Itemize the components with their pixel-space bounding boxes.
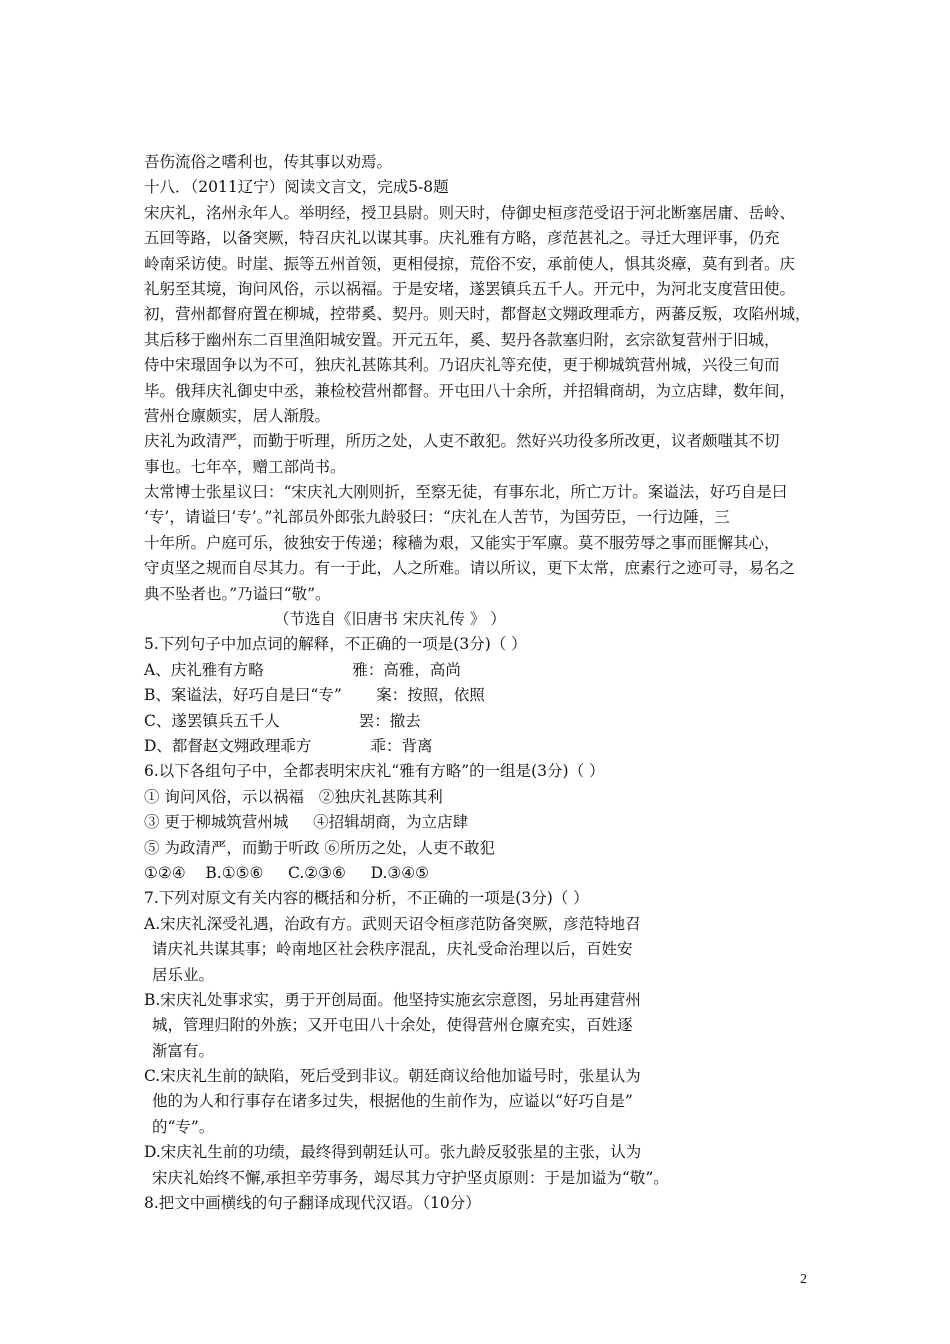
passage-line: 十年所。户庭可乐，彼独安于传递；稼穑为艰，又能实于军廪。莫不服劳辱之事而匪懈其心，: [144, 533, 780, 552]
option-line: B、案谥法，好巧自是曰“专” 案：按照，依照: [144, 686, 485, 705]
option-line: C、遂罢镇兵五千人 罢：撤去: [144, 711, 421, 730]
option-line: ① 询问风俗，示以祸福 ②独庆礼甚陈其利: [144, 787, 443, 806]
option-line: B.宋庆礼处事求实，勇于开创局面。他坚持实施玄宗意图，另址再建营州: [144, 990, 641, 1009]
option-line: C.宋庆礼生前的缺陷，死后受到非议。朝廷商议给他加谥号时，张星认为: [144, 1067, 641, 1086]
passage-line: 宋庆礼，洺州永年人。举明经，授卫县尉。则天时，侍御史桓彦范受诏于河北断塞居庸、岳岭、: [144, 203, 796, 222]
text-line: 吾伤流俗之嗜利也，传其事以劝焉。: [144, 153, 393, 171]
option-line: 他的为人和行事存在诸多过失，根据他的生前作为，应谥以“好巧自是”: [152, 1092, 633, 1111]
question-header: 十八．（2011辽宁）阅读文言文，完成5-8题: [144, 178, 449, 197]
option-line: 的“专”。: [152, 1117, 215, 1136]
question-6: 6.以下各组句子中，全都表明宋庆礼“雅有方略”的一组是(3分)（ ）: [144, 762, 605, 781]
passage-line: 初，营州都督府置在柳城，控带奚、契丹。则天时，都督赵文翙政理乖方，两蕃反叛，攻陷州城，: [144, 305, 811, 324]
passage-line: 事也。七年卒，赠工部尚书。: [144, 457, 346, 476]
option-line: ③ 更于柳城筑营州城 ④招辑胡商，为立店肆: [144, 813, 469, 832]
passage-line: 太常博士张星议曰：“宋庆礼大刚则折，至察无徒，有事东北，所亡万计。案谥法，好巧自是曰: [144, 483, 788, 502]
passage-line: 典不坠者也。”乃谥曰“敬”。: [144, 584, 331, 603]
passage-line: 庆礼为政清严，而勤于听理，所历之处，人吏不敢犯。然好兴功役多所改更，议者颇嗤其不切: [144, 432, 780, 451]
option-line: 请庆礼共谋其事；岭南地区社会秩序混乱，庆礼受命治理以后，百姓安: [152, 940, 633, 959]
question-7: 7.下列对原文有关内容的概括和分析，不正确的一项是(3分)（ ）: [144, 889, 589, 908]
passage-line: 五回等路，以备突厥，特召庆礼以谋其事。庆礼雅有方略，彦范甚礼之。寻迁大理评事，仍充: [144, 229, 780, 248]
option-line: D、都督赵文翙政理乖方 乖：背离: [144, 736, 433, 755]
passage-line: 侍中宋璟固争以为不可，独庆礼甚陈其利。乃诏庆礼等充使，更于柳城筑营州城，兴役三旬而: [144, 356, 780, 375]
passage-line: 礼躬至其境，询问风俗，示以祸福。于是安堵，遂罢镇兵五千人。开元中，为河北支度营田使。: [144, 279, 796, 298]
page-number: 2: [800, 1272, 807, 1287]
option-line: ⑤ 为政清严，而勤于听政 ⑥所历之处，人吏不敢犯: [144, 838, 495, 857]
option-line: 渐富有。: [152, 1041, 215, 1060]
passage-line: 其后移于幽州东二百里渔阳城安置。开元五年，奚、契丹各款塞归附，玄宗欲复营州于旧城，: [144, 330, 780, 349]
passage-line: 营州仓廪颇实，居人渐殷。: [144, 406, 331, 425]
answer-choices: ①②④ B.①⑤⑥ C.②③⑥ D.③④⑤: [144, 863, 430, 882]
passage-line: ‘专’，请谥曰‘专’。”礼部员外郎张九龄驳曰：“庆礼在人苦节，为国劳臣，一行边陲，三: [144, 508, 730, 527]
option-line: 居乐业。: [152, 965, 215, 984]
passage-line: 岭南采访使。时崖、振等五州首领，更相侵掠，荒俗不安，承前使人，惧其炎瘴，莫有到者。庆: [144, 254, 796, 273]
option-line: 宋庆礼始终不懈,承担辛劳事务，竭尽其力守护坚贞原则：于是加谥为“敬”。: [152, 1168, 669, 1187]
document-body: [144, 150, 824, 1216]
option-line: D.宋庆礼生前的功绩，最终得到朝廷认可。张九龄反驳张星的主张，认为: [144, 1143, 642, 1162]
passage-line: 毕。俄拜庆礼御史中丞，兼检校营州都督。开屯田八十余所，并招辑商胡，为立店肆，数年间，: [144, 381, 796, 400]
question-8: 8.把文中画横线的句子翻译成现代汉语。（10分）: [144, 1194, 481, 1213]
option-line: A.宋庆礼深受礼遇，治政有方。武则天诏令桓彦范防备突厥，彦范特地召: [144, 914, 641, 933]
question-5: 5.下列句子中加点词的解释，不正确的一项是(3分)（ ）: [144, 635, 527, 654]
passage-source: （节选自《旧唐书 宋庆礼传 》 ）: [274, 610, 506, 629]
passage-line: 守贞坚之规而自尽其力。有一于此，人之所难。请以所议，更下太常，庶素行之迹可寻，易名之: [144, 559, 796, 578]
option-line: 城，管理归附的外族；又开屯田八十余处，使得营州仓廪充实，百姓逐: [152, 1016, 633, 1035]
option-line: A、庆礼雅有方略 雅：高雅，高尚: [144, 660, 461, 679]
